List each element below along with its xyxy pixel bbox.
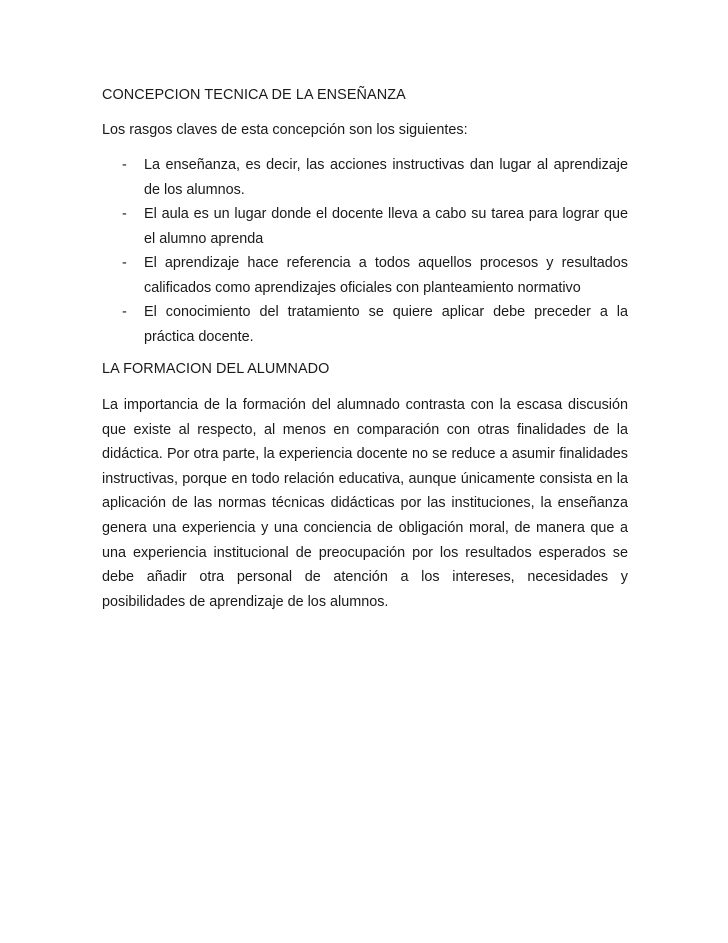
document-page	[102, 83, 628, 614]
list-item	[102, 251, 628, 300]
section-concepcion-tecnica	[102, 83, 628, 349]
section-title: CONCEPCION TECNICA DE LA ENSEÑANZA	[102, 87, 406, 103]
list-item-text: El aprendizaje hace referencia a todos aquellos procesos y resultados calificados como aprendizajes oficiales con planteamiento normativo	[144, 255, 628, 296]
section-title: LA FORMACION DEL ALUMNADO	[102, 361, 330, 377]
bullet-list	[102, 153, 628, 349]
body-paragraph: La importancia de la formación del alumnado contrasta con la escasa discusión que existe al respecto, al menos en comparación con otras finalidades de la didáctica. Por otra parte, la experiencia docente no se reduce a asumir finalidades instructivas, porque en todo relación educativa, aunque únicamente consista en la aplicación de las normas técnicas didácticas por las instituciones, la enseñanza genera una experiencia y una conciencia de obligación moral, de manera que a una experiencia institucional de preocupación por los resultados esperados se debe añadir otra personal de atención a los intereses, necesidades y posibilidades de aprendizaje de los alumnos.	[102, 397, 628, 610]
list-item-text: El aula es un lugar donde el docente lleva a cabo su tarea para lograr que el alumno aprenda	[144, 206, 628, 247]
list-item-text: La enseñanza, es decir, las acciones instructivas dan lugar al aprendizaje de los alumnos.	[144, 157, 628, 198]
list-item	[102, 202, 628, 251]
list-item-text: El conocimiento del tratamiento se quiere aplicar debe preceder a la práctica docente.	[144, 304, 628, 345]
bullet-marker: -	[122, 206, 127, 222]
list-item	[102, 153, 628, 202]
bullet-marker: -	[122, 304, 127, 320]
list-item	[102, 300, 628, 349]
bullet-marker: -	[122, 157, 127, 173]
intro-text: Los rasgos claves de esta concepción son los siguientes:	[102, 122, 468, 138]
bullet-marker: -	[122, 255, 127, 271]
section-formacion-alumnado	[102, 357, 628, 614]
